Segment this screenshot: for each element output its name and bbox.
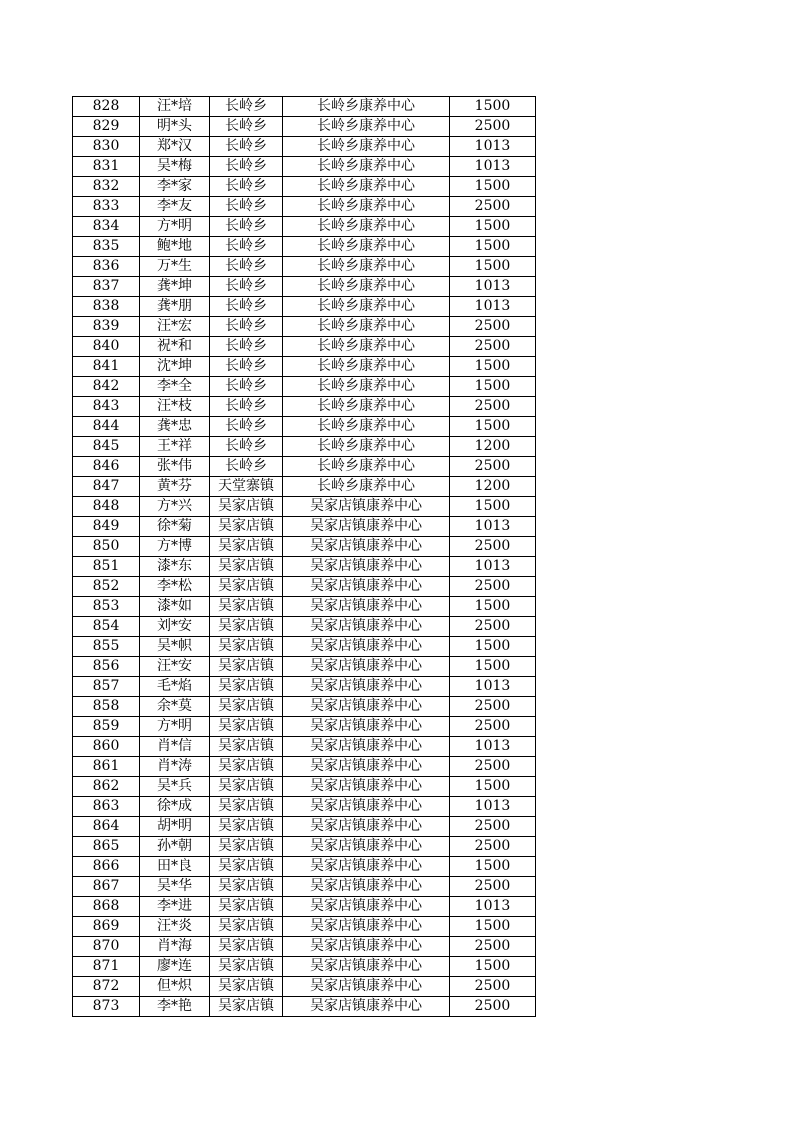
- cell-care-center: 长岭乡康养中心: [283, 157, 450, 177]
- table-row: [73, 377, 536, 397]
- table-row: [73, 717, 536, 737]
- cell-name: 汪*安: [140, 657, 210, 677]
- cell-care-center: 吴家店镇康养中心: [283, 497, 450, 517]
- cell-town: 吴家店镇: [210, 757, 283, 777]
- cell-town: 吴家店镇: [210, 737, 283, 757]
- cell-town: 长岭乡: [210, 457, 283, 477]
- cell-town: 吴家店镇: [210, 697, 283, 717]
- cell-town: 吴家店镇: [210, 637, 283, 657]
- cell-number: 860: [73, 737, 140, 757]
- table-row: [73, 997, 536, 1017]
- cell-name: 田*良: [140, 857, 210, 877]
- cell-care-center: 吴家店镇康养中心: [283, 857, 450, 877]
- cell-name: 漆*如: [140, 597, 210, 617]
- table-row: [73, 797, 536, 817]
- cell-care-center: 吴家店镇康养中心: [283, 977, 450, 997]
- cell-name: 龚*朋: [140, 297, 210, 317]
- cell-amount: 2500: [450, 577, 536, 597]
- cell-town: 长岭乡: [210, 397, 283, 417]
- cell-care-center: 吴家店镇康养中心: [283, 677, 450, 697]
- cell-town: 天堂寨镇: [210, 477, 283, 497]
- cell-name: 李*家: [140, 177, 210, 197]
- cell-town: 长岭乡: [210, 97, 283, 117]
- cell-town: 吴家店镇: [210, 537, 283, 557]
- table-row: [73, 337, 536, 357]
- cell-name: 刘*安: [140, 617, 210, 637]
- cell-care-center: 吴家店镇康养中心: [283, 957, 450, 977]
- cell-name: 廖*连: [140, 957, 210, 977]
- cell-amount: 1013: [450, 277, 536, 297]
- table-row: [73, 617, 536, 637]
- cell-care-center: 长岭乡康养中心: [283, 337, 450, 357]
- cell-number: 868: [73, 897, 140, 917]
- cell-name: 张*伟: [140, 457, 210, 477]
- table-row: [73, 737, 536, 757]
- cell-amount: 2500: [450, 117, 536, 137]
- cell-number: 863: [73, 797, 140, 817]
- cell-name: 吴*华: [140, 877, 210, 897]
- table-row: [73, 577, 536, 597]
- cell-number: 841: [73, 357, 140, 377]
- cell-name: 沈*坤: [140, 357, 210, 377]
- cell-name: 李*全: [140, 377, 210, 397]
- cell-amount: 2500: [450, 757, 536, 777]
- cell-name: 余*莫: [140, 697, 210, 717]
- cell-name: 祝*和: [140, 337, 210, 357]
- cell-number: 840: [73, 337, 140, 357]
- cell-amount: 2500: [450, 317, 536, 337]
- cell-town: 长岭乡: [210, 177, 283, 197]
- cell-name: 肖*海: [140, 937, 210, 957]
- table-row: [73, 457, 536, 477]
- cell-number: 838: [73, 297, 140, 317]
- cell-amount: 1500: [450, 177, 536, 197]
- table-row: [73, 117, 536, 137]
- table-row: [73, 917, 536, 937]
- cell-care-center: 吴家店镇康养中心: [283, 897, 450, 917]
- table-row: [73, 357, 536, 377]
- table-row: [73, 557, 536, 577]
- cell-number: 855: [73, 637, 140, 657]
- cell-number: 872: [73, 977, 140, 997]
- cell-care-center: 长岭乡康养中心: [283, 397, 450, 417]
- cell-name: 方*明: [140, 717, 210, 737]
- cell-name: 龚*忠: [140, 417, 210, 437]
- cell-care-center: 长岭乡康养中心: [283, 377, 450, 397]
- cell-town: 长岭乡: [210, 317, 283, 337]
- cell-care-center: 吴家店镇康养中心: [283, 557, 450, 577]
- cell-amount: 2500: [450, 697, 536, 717]
- cell-number: 845: [73, 437, 140, 457]
- cell-amount: 2500: [450, 617, 536, 637]
- table-row: [73, 197, 536, 217]
- table-row: [73, 597, 536, 617]
- cell-amount: 1200: [450, 477, 536, 497]
- cell-number: 837: [73, 277, 140, 297]
- cell-number: 861: [73, 757, 140, 777]
- cell-town: 长岭乡: [210, 357, 283, 377]
- cell-care-center: 吴家店镇康养中心: [283, 577, 450, 597]
- cell-name: 胡*明: [140, 817, 210, 837]
- table-row: [73, 517, 536, 537]
- cell-amount: 2500: [450, 817, 536, 837]
- cell-care-center: 长岭乡康养中心: [283, 137, 450, 157]
- table-row: [73, 757, 536, 777]
- cell-amount: 2500: [450, 457, 536, 477]
- cell-number: 843: [73, 397, 140, 417]
- cell-care-center: 吴家店镇康养中心: [283, 917, 450, 937]
- cell-town: 吴家店镇: [210, 957, 283, 977]
- cell-amount: 1200: [450, 437, 536, 457]
- cell-town: 吴家店镇: [210, 837, 283, 857]
- cell-number: 853: [73, 597, 140, 617]
- cell-care-center: 长岭乡康养中心: [283, 457, 450, 477]
- cell-number: 862: [73, 777, 140, 797]
- cell-care-center: 长岭乡康养中心: [283, 277, 450, 297]
- cell-town: 吴家店镇: [210, 677, 283, 697]
- cell-number: 835: [73, 237, 140, 257]
- table-row: [73, 437, 536, 457]
- cell-care-center: 吴家店镇康养中心: [283, 597, 450, 617]
- table-row: [73, 537, 536, 557]
- table-row: [73, 177, 536, 197]
- cell-town: 长岭乡: [210, 337, 283, 357]
- cell-care-center: 长岭乡康养中心: [283, 97, 450, 117]
- table-row: [73, 417, 536, 437]
- cell-town: 吴家店镇: [210, 997, 283, 1017]
- cell-town: 吴家店镇: [210, 657, 283, 677]
- cell-number: 842: [73, 377, 140, 397]
- cell-town: 吴家店镇: [210, 897, 283, 917]
- cell-number: 851: [73, 557, 140, 577]
- cell-amount: 1013: [450, 517, 536, 537]
- table-row: [73, 637, 536, 657]
- table-row: [73, 397, 536, 417]
- cell-number: 844: [73, 417, 140, 437]
- cell-name: 方*兴: [140, 497, 210, 517]
- cell-name: 明*头: [140, 117, 210, 137]
- cell-amount: 2500: [450, 197, 536, 217]
- cell-care-center: 吴家店镇康养中心: [283, 937, 450, 957]
- cell-town: 长岭乡: [210, 417, 283, 437]
- cell-town: 长岭乡: [210, 117, 283, 137]
- table-row: [73, 317, 536, 337]
- cell-amount: 1500: [450, 417, 536, 437]
- cell-name: 李*艳: [140, 997, 210, 1017]
- cell-amount: 1013: [450, 897, 536, 917]
- cell-amount: 1013: [450, 137, 536, 157]
- table-row: [73, 957, 536, 977]
- cell-town: 吴家店镇: [210, 917, 283, 937]
- cell-amount: 1013: [450, 297, 536, 317]
- table-row: [73, 937, 536, 957]
- cell-care-center: 长岭乡康养中心: [283, 117, 450, 137]
- cell-number: 850: [73, 537, 140, 557]
- cell-amount: 1500: [450, 597, 536, 617]
- cell-number: 849: [73, 517, 140, 537]
- table-row: [73, 257, 536, 277]
- cell-town: 长岭乡: [210, 437, 283, 457]
- cell-name: 汪*宏: [140, 317, 210, 337]
- cell-care-center: 长岭乡康养中心: [283, 357, 450, 377]
- cell-number: 854: [73, 617, 140, 637]
- cell-name: 汪*枝: [140, 397, 210, 417]
- cell-number: 869: [73, 917, 140, 937]
- cell-town: 吴家店镇: [210, 617, 283, 637]
- cell-number: 833: [73, 197, 140, 217]
- roster-table: [72, 96, 536, 1017]
- cell-town: 长岭乡: [210, 257, 283, 277]
- cell-care-center: 长岭乡康养中心: [283, 237, 450, 257]
- cell-name: 龚*坤: [140, 277, 210, 297]
- cell-name: 方*博: [140, 537, 210, 557]
- cell-number: 832: [73, 177, 140, 197]
- cell-town: 吴家店镇: [210, 877, 283, 897]
- cell-amount: 1013: [450, 157, 536, 177]
- table-row: [73, 477, 536, 497]
- cell-number: 873: [73, 997, 140, 1017]
- cell-name: 徐*菊: [140, 517, 210, 537]
- cell-name: 李*友: [140, 197, 210, 217]
- cell-number: 857: [73, 677, 140, 697]
- cell-name: 汪*炎: [140, 917, 210, 937]
- cell-number: 866: [73, 857, 140, 877]
- cell-name: 鲍*地: [140, 237, 210, 257]
- cell-amount: 1500: [450, 917, 536, 937]
- cell-care-center: 吴家店镇康养中心: [283, 717, 450, 737]
- cell-care-center: 吴家店镇康养中心: [283, 877, 450, 897]
- cell-amount: 1500: [450, 497, 536, 517]
- cell-amount: 2500: [450, 397, 536, 417]
- cell-care-center: 吴家店镇康养中心: [283, 537, 450, 557]
- cell-name: 徐*成: [140, 797, 210, 817]
- table-row: [73, 97, 536, 117]
- cell-amount: 2500: [450, 977, 536, 997]
- cell-number: 859: [73, 717, 140, 737]
- cell-name: 李*进: [140, 897, 210, 917]
- cell-care-center: 吴家店镇康养中心: [283, 657, 450, 677]
- cell-care-center: 吴家店镇康养中心: [283, 617, 450, 637]
- cell-amount: 2500: [450, 877, 536, 897]
- cell-number: 848: [73, 497, 140, 517]
- cell-amount: 1500: [450, 217, 536, 237]
- cell-amount: 2500: [450, 717, 536, 737]
- table-row: [73, 297, 536, 317]
- cell-name: 孙*朝: [140, 837, 210, 857]
- cell-amount: 1500: [450, 857, 536, 877]
- cell-town: 吴家店镇: [210, 497, 283, 517]
- cell-town: 长岭乡: [210, 197, 283, 217]
- cell-name: 方*明: [140, 217, 210, 237]
- cell-number: 846: [73, 457, 140, 477]
- cell-care-center: 吴家店镇康养中心: [283, 817, 450, 837]
- cell-care-center: 长岭乡康养中心: [283, 437, 450, 457]
- cell-name: 吴*梅: [140, 157, 210, 177]
- cell-number: 864: [73, 817, 140, 837]
- cell-number: 836: [73, 257, 140, 277]
- cell-number: 858: [73, 697, 140, 717]
- cell-name: 黄*芬: [140, 477, 210, 497]
- cell-care-center: 吴家店镇康养中心: [283, 837, 450, 857]
- cell-number: 867: [73, 877, 140, 897]
- cell-town: 吴家店镇: [210, 817, 283, 837]
- cell-name: 王*祥: [140, 437, 210, 457]
- cell-amount: 1500: [450, 97, 536, 117]
- cell-amount: 1500: [450, 777, 536, 797]
- cell-name: 漆*东: [140, 557, 210, 577]
- cell-town: 吴家店镇: [210, 577, 283, 597]
- cell-number: 865: [73, 837, 140, 857]
- cell-town: 长岭乡: [210, 157, 283, 177]
- cell-care-center: 长岭乡康养中心: [283, 417, 450, 437]
- cell-name: 汪*培: [140, 97, 210, 117]
- cell-town: 长岭乡: [210, 137, 283, 157]
- cell-name: 肖*信: [140, 737, 210, 757]
- cell-name: 吴*兵: [140, 777, 210, 797]
- cell-town: 吴家店镇: [210, 977, 283, 997]
- table-row: [73, 497, 536, 517]
- cell-amount: 2500: [450, 337, 536, 357]
- cell-care-center: 吴家店镇康养中心: [283, 797, 450, 817]
- cell-care-center: 长岭乡康养中心: [283, 297, 450, 317]
- cell-care-center: 长岭乡康养中心: [283, 477, 450, 497]
- table-row: [73, 217, 536, 237]
- cell-number: 839: [73, 317, 140, 337]
- cell-number: 834: [73, 217, 140, 237]
- table-row: [73, 837, 536, 857]
- cell-number: 828: [73, 97, 140, 117]
- cell-town: 吴家店镇: [210, 717, 283, 737]
- cell-number: 847: [73, 477, 140, 497]
- cell-amount: 1013: [450, 737, 536, 757]
- table-row: [73, 677, 536, 697]
- cell-amount: 1500: [450, 377, 536, 397]
- cell-town: 吴家店镇: [210, 937, 283, 957]
- table-row: [73, 157, 536, 177]
- cell-number: 830: [73, 137, 140, 157]
- cell-town: 吴家店镇: [210, 557, 283, 577]
- cell-amount: 1500: [450, 237, 536, 257]
- cell-amount: 1500: [450, 657, 536, 677]
- cell-number: 856: [73, 657, 140, 677]
- cell-amount: 1500: [450, 357, 536, 377]
- cell-care-center: 吴家店镇康养中心: [283, 737, 450, 757]
- table-row: [73, 137, 536, 157]
- table-row: [73, 977, 536, 997]
- table-row: [73, 897, 536, 917]
- cell-amount: 1013: [450, 557, 536, 577]
- cell-name: 吴*帜: [140, 637, 210, 657]
- table-row: [73, 857, 536, 877]
- cell-number: 870: [73, 937, 140, 957]
- cell-number: 852: [73, 577, 140, 597]
- cell-care-center: 长岭乡康养中心: [283, 197, 450, 217]
- cell-amount: 1500: [450, 957, 536, 977]
- cell-care-center: 长岭乡康养中心: [283, 317, 450, 337]
- table-row: [73, 237, 536, 257]
- cell-care-center: 吴家店镇康养中心: [283, 517, 450, 537]
- cell-number: 829: [73, 117, 140, 137]
- cell-name: 毛*焰: [140, 677, 210, 697]
- cell-amount: 2500: [450, 937, 536, 957]
- cell-care-center: 长岭乡康养中心: [283, 177, 450, 197]
- cell-name: 郑*汉: [140, 137, 210, 157]
- cell-town: 长岭乡: [210, 237, 283, 257]
- cell-amount: 2500: [450, 997, 536, 1017]
- cell-town: 吴家店镇: [210, 857, 283, 877]
- cell-number: 871: [73, 957, 140, 977]
- cell-care-center: 吴家店镇康养中心: [283, 697, 450, 717]
- table-row: [73, 777, 536, 797]
- cell-care-center: 长岭乡康养中心: [283, 217, 450, 237]
- cell-name: 万*生: [140, 257, 210, 277]
- cell-town: 吴家店镇: [210, 597, 283, 617]
- table-row: [73, 697, 536, 717]
- cell-care-center: 长岭乡康养中心: [283, 257, 450, 277]
- cell-care-center: 吴家店镇康养中心: [283, 637, 450, 657]
- cell-amount: 1013: [450, 797, 536, 817]
- cell-care-center: 吴家店镇康养中心: [283, 777, 450, 797]
- cell-amount: 1500: [450, 637, 536, 657]
- cell-town: 吴家店镇: [210, 777, 283, 797]
- cell-amount: 1013: [450, 677, 536, 697]
- cell-town: 长岭乡: [210, 277, 283, 297]
- roster-table-body: [73, 97, 536, 1017]
- cell-care-center: 吴家店镇康养中心: [283, 997, 450, 1017]
- cell-number: 831: [73, 157, 140, 177]
- cell-town: 吴家店镇: [210, 797, 283, 817]
- cell-town: 长岭乡: [210, 217, 283, 237]
- cell-care-center: 吴家店镇康养中心: [283, 757, 450, 777]
- cell-town: 长岭乡: [210, 297, 283, 317]
- cell-name: 肖*涛: [140, 757, 210, 777]
- table-row: [73, 277, 536, 297]
- cell-name: 但*炽: [140, 977, 210, 997]
- table-row: [73, 657, 536, 677]
- cell-town: 长岭乡: [210, 377, 283, 397]
- cell-town: 吴家店镇: [210, 517, 283, 537]
- cell-amount: 2500: [450, 837, 536, 857]
- cell-amount: 2500: [450, 537, 536, 557]
- table-row: [73, 877, 536, 897]
- cell-name: 李*松: [140, 577, 210, 597]
- table-row: [73, 817, 536, 837]
- cell-amount: 1500: [450, 257, 536, 277]
